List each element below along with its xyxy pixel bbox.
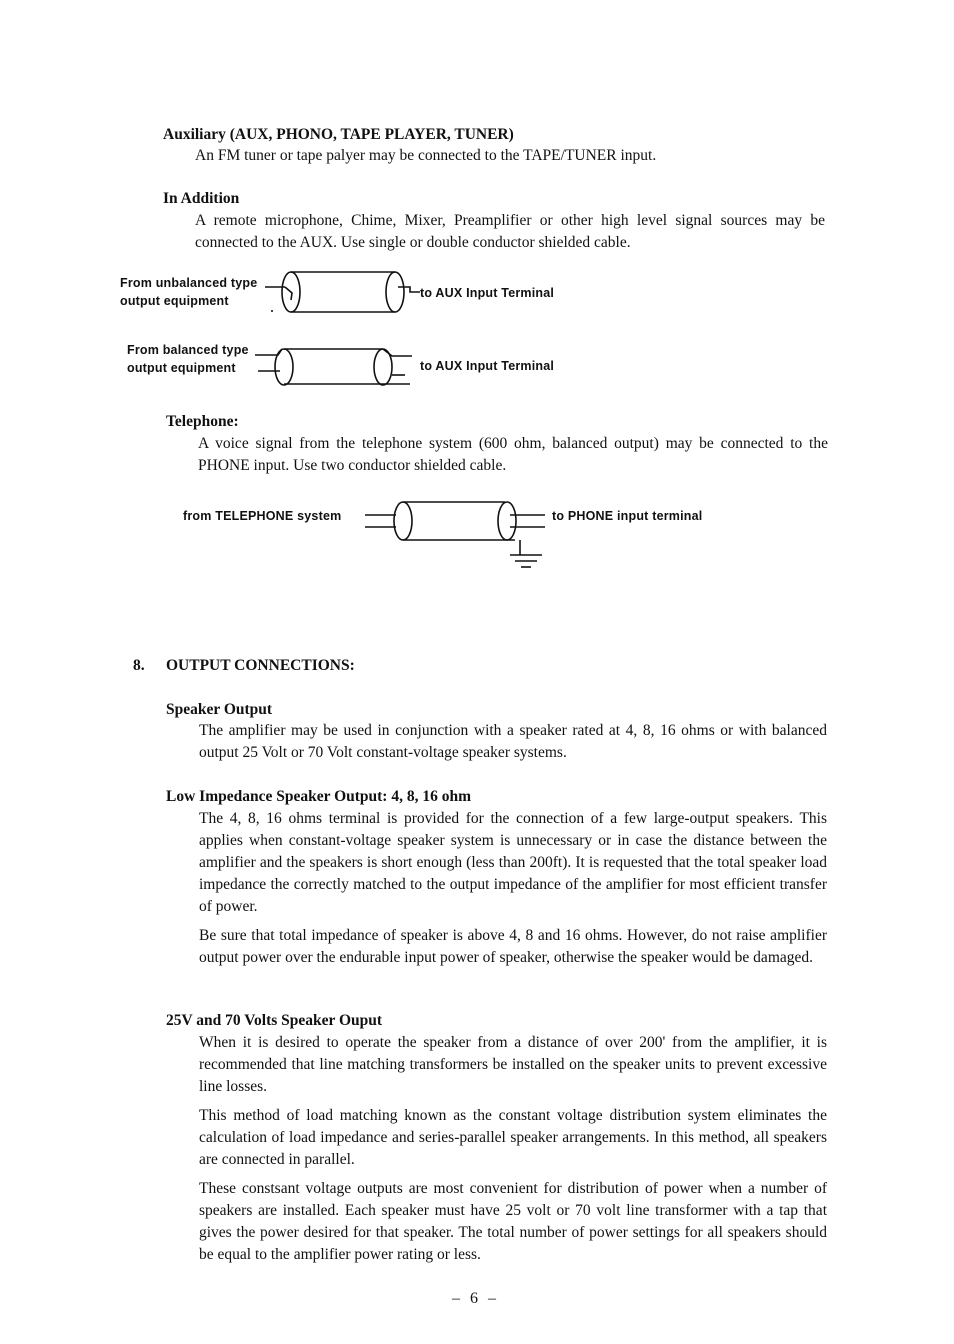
in-addition-text: A remote microphone, Chime, Mixer, Preamplifier or other high level signal sources may be connected to the AUX. Use single or double conductor shielded cable. xyxy=(195,212,825,251)
balanced-to-label: to AUX Input Terminal xyxy=(420,359,555,373)
unbalanced-from-label-2: output equipment xyxy=(120,294,229,308)
unbalanced-to-label: to AUX Input Terminal xyxy=(420,286,555,300)
volts-output-paragraph-3: These constsant voltage outputs are most convenient for distribution of power when a number of speakers are installed. Each speaker must have 25 volt or 70 volt line transformer with a tap that gives the power desired for that speaker. The total number of power settings for all speakers should be equal to the amplifier power rating or less. xyxy=(199,1180,827,1263)
section-number: 8. xyxy=(133,657,145,674)
telephone-text: A voice signal from the telephone system (600 ohm, balanced output) may be connected to the PHONE input. Use two conductor shielded cable. xyxy=(198,435,828,474)
volts-output-heading: 25V and 70 Volts Speaker Ouput xyxy=(166,1012,383,1029)
telephone-heading: Telephone: xyxy=(166,413,239,430)
low-impedance-paragraph-2: Be sure that total impedance of speaker is above 4, 8 and 16 ohms. However, do not raise amplifier output power over the endurable input power of speaker, otherwise the speaker would be damaged. xyxy=(199,927,827,966)
telephone-from-label: from TELEPHONE system xyxy=(183,509,342,523)
speaker-output-text: The amplifier may be used in conjunction with a speaker rated at 4, 8, 16 ohms or with balanced output 25 Volt or 70 Volt constant-voltage speaker systems. xyxy=(199,722,827,761)
section-title: OUTPUT CONNECTIONS: xyxy=(166,657,355,674)
in-addition-heading: In Addition xyxy=(163,190,240,207)
page-number: – 6 – xyxy=(452,1290,499,1307)
speaker-output-heading: Speaker Output xyxy=(166,701,273,718)
volts-output-paragraph-2: This method of load matching known as the constant voltage distribution system eliminates the calculation of load impedance and series-parallel speaker arrangements. In this method, all speakers are connected in parallel. xyxy=(199,1107,827,1168)
balanced-from-label: From balanced type xyxy=(127,343,249,357)
low-impedance-paragraph-1: The 4, 8, 16 ohms terminal is provided for the connection of a few large-output speakers. This applies when constant-voltage speaker system is unnecessary or in case the distance between the amplifier and the speakers is short enough (less than 200ft). It is requested that the total speaker load impedance the correctly matched to the output impedance of the amplifier for most efficient transfer of power. xyxy=(199,810,827,915)
balanced-from-label-2: output equipment xyxy=(127,361,236,375)
aux-text: An FM tuner or tape palyer may be connected to the TAPE/TUNER input. xyxy=(195,147,657,164)
unbalanced-from-label: From unbalanced type xyxy=(120,276,258,290)
telephone-to-label: to PHONE input terminal xyxy=(552,509,703,523)
aux-heading: Auxiliary (AUX, PHONO, TAPE PLAYER, TUNER) xyxy=(163,126,514,143)
volts-output-paragraph-1: When it is desired to operate the speaker from a distance of over 200' from the amplifier, it is recommended that line matching transformers be installed on the speaker units to prevent excessive line losses. xyxy=(199,1034,827,1095)
low-impedance-heading: Low Impedance Speaker Output: 4, 8, 16 ohm xyxy=(166,788,472,805)
